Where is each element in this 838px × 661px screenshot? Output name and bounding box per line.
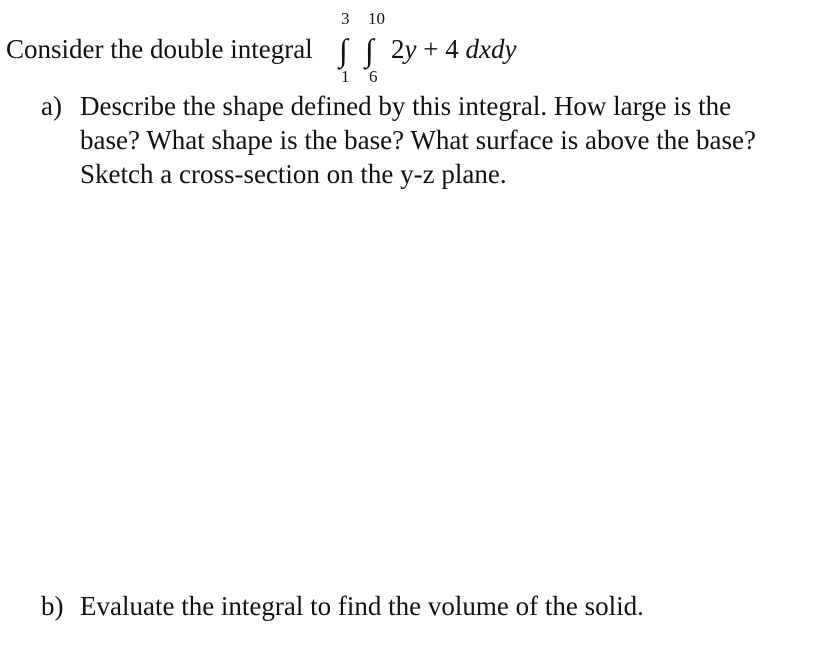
part-b-question (41, 590, 741, 624)
part-a-line-1: Describe the shape defined by this integral. How large is the (80, 91, 732, 121)
integrand-expression (391, 33, 516, 65)
outer-lower-limit: 1 (341, 67, 350, 86)
part-a-line-2: base? What shape is the base? What surface is above the base? (80, 125, 756, 155)
inner-upper-limit: 10 (368, 9, 385, 28)
part-b-label: b) (41, 591, 64, 621)
integrand-variable: y (404, 34, 417, 64)
part-b-text: Evaluate the integral to find the volume of the solid. (80, 591, 644, 621)
integrand-coefficient: 2 (391, 34, 405, 64)
integrand-constant: + 4 (416, 34, 466, 64)
inner-lower-limit: 6 (369, 67, 378, 86)
inner-integral-sign: ∫ (365, 32, 374, 68)
problem-intro-text: Consider the double integral (6, 34, 313, 64)
outer-upper-limit: 3 (341, 9, 350, 28)
integrand-differentials: dxdy (465, 34, 517, 64)
part-a-label: a) (41, 91, 62, 121)
outer-integral-sign: ∫ (339, 32, 348, 68)
part-a-question (41, 90, 831, 200)
part-a-line-3: Sketch a cross-section on the y-z plane. (80, 159, 507, 189)
